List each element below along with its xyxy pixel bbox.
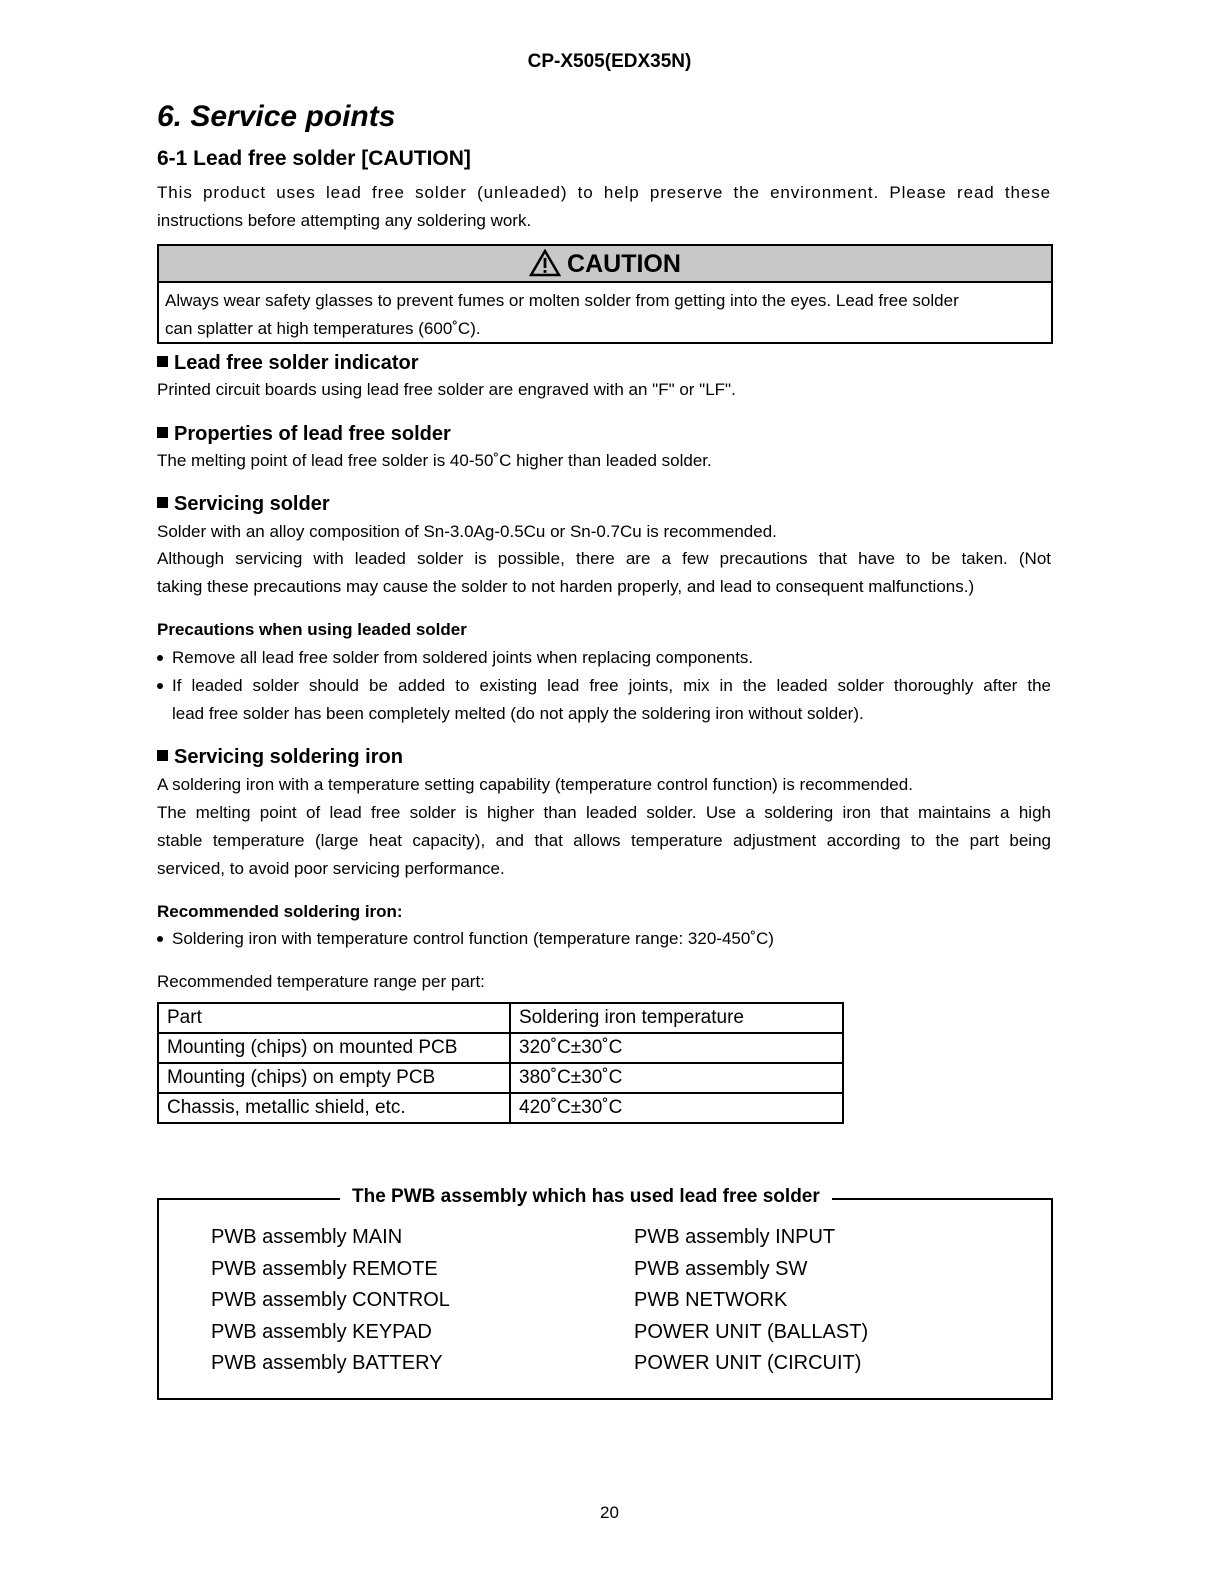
properties-heading: Properties of lead free solder (157, 423, 451, 446)
square-bullet-icon (157, 750, 168, 761)
table-cell: Chassis, metallic shield, etc. (158, 1093, 510, 1123)
caution-label: CAUTION (567, 250, 681, 278)
list-item: POWER UNIT (BALLAST) (634, 1320, 869, 1343)
precaution-bullet (157, 672, 1051, 728)
intro-paragraph (157, 179, 1051, 235)
list-item: PWB assembly BATTERY (211, 1352, 443, 1374)
paragraph-line: serviced, to avoid poor servicing performance. (157, 859, 505, 878)
page-number: 20 (600, 1503, 619, 1522)
page-title: 6. Service points (157, 100, 396, 133)
paragraph-line: stable temperature (large heat capacity), and that allows temperature adjustment according to the part being (157, 831, 1051, 850)
table-cell: 320˚C±30˚C (510, 1033, 843, 1063)
caution-line: Always wear safety glasses to prevent fumes or molten solder from getting into the eyes. Lead free solder (165, 291, 959, 310)
paragraph-line: Although servicing with leaded solder is possible, there are a few precautions that have to be taken. (Not (157, 549, 1051, 568)
recommended-iron-bullet (157, 925, 1051, 953)
properties-text: The melting point of lead free solder is 40-50˚C higher than leaded solder. (157, 451, 712, 470)
bullet-text: Remove all lead free solder from soldered joints when replacing components. (172, 648, 754, 667)
bullet-dot-icon (157, 683, 163, 689)
servicing-solder-text: Solder with an alloy composition of Sn-3.0Ag-0.5Cu or Sn-0.7Cu is recommended. (157, 522, 777, 541)
servicing-solder-paragraph (157, 545, 1051, 601)
square-bullet-icon (157, 356, 168, 367)
list-item: PWB assembly CONTROL (211, 1289, 450, 1311)
bullet-dot-icon (157, 655, 163, 661)
paragraph-line: taking these precautions may cause the solder to not harden properly, and lead to consequent malfunctions.) (157, 577, 975, 596)
list-item: PWB NETWORK (634, 1289, 788, 1311)
table-header-cell: Soldering iron temperature (510, 1003, 843, 1033)
table-cell: 420˚C±30˚C (510, 1093, 843, 1123)
section-title: 6-1 Lead free solder [CAUTION] (157, 147, 471, 170)
list-item: POWER UNIT (CIRCUIT) (634, 1352, 862, 1374)
table-cell: Mounting (chips) on mounted PCB (158, 1033, 510, 1063)
iron-paragraph (157, 799, 1051, 883)
recommended-iron-heading: Recommended soldering iron: (157, 902, 403, 921)
temperature-range-label: Recommended temperature range per part: (157, 972, 485, 991)
caution-box (157, 244, 1053, 344)
list-item: PWB assembly KEYPAD (211, 1320, 432, 1343)
list-item: PWB assembly MAIN (211, 1226, 403, 1248)
indicator-text: Printed circuit boards using lead free solder are engraved with an "F" or "LF". (157, 380, 736, 399)
warning-icon (529, 249, 561, 277)
precautions-heading: Precautions when using leaded solder (157, 620, 467, 639)
list-item: PWB assembly REMOTE (211, 1257, 438, 1280)
precaution-bullet (157, 644, 1051, 672)
caution-line: can splatter at high temperatures (600˚C). (165, 319, 481, 338)
pwb-list-left (211, 1222, 450, 1380)
pwb-assembly-title: The PWB assembly which has used lead free solder (340, 1186, 832, 1208)
square-bullet-icon (157, 497, 168, 508)
table-row (158, 1093, 843, 1123)
intro-line: This product uses lead free solder (unleaded) to help preserve the environment. Please read these (157, 183, 1051, 202)
bullet-text: Soldering iron with temperature control function (temperature range: 320-450˚C) (172, 929, 774, 948)
bullet-text: If leaded solder should be added to existing lead free joints, mix in the leaded solder thoroughly after the (172, 676, 1051, 695)
list-item: PWB assembly INPUT (634, 1226, 836, 1248)
caution-body (165, 287, 1040, 343)
iron-heading: Servicing soldering iron (157, 746, 403, 769)
bullet-text: lead free solder has been completely melted (do not apply the soldering iron without solder). (172, 704, 864, 723)
table-header-row (158, 1003, 843, 1033)
indicator-heading: Lead free solder indicator (157, 352, 419, 375)
paragraph-line: The melting point of lead free solder is higher than leaded solder. Use a soldering iron that maintains a high (157, 803, 1051, 822)
square-bullet-icon (157, 427, 168, 438)
document-header: CP-X505(EDX35N) (527, 51, 692, 72)
pwb-list-right (634, 1222, 868, 1380)
table-row (158, 1033, 843, 1063)
temperature-table (157, 1002, 844, 1124)
intro-line: instructions before attempting any soldering work. (157, 211, 532, 230)
list-item: PWB assembly SW (634, 1257, 808, 1280)
caution-heading (159, 246, 1051, 283)
table-cell: Mounting (chips) on empty PCB (158, 1063, 510, 1093)
table-header-cell: Part (158, 1003, 510, 1033)
servicing-solder-heading: Servicing solder (157, 493, 330, 516)
table-row (158, 1063, 843, 1093)
iron-text: A soldering iron with a temperature setting capability (temperature control function) is recommended. (157, 775, 913, 794)
bullet-dot-icon (157, 936, 163, 942)
table-cell: 380˚C±30˚C (510, 1063, 843, 1093)
